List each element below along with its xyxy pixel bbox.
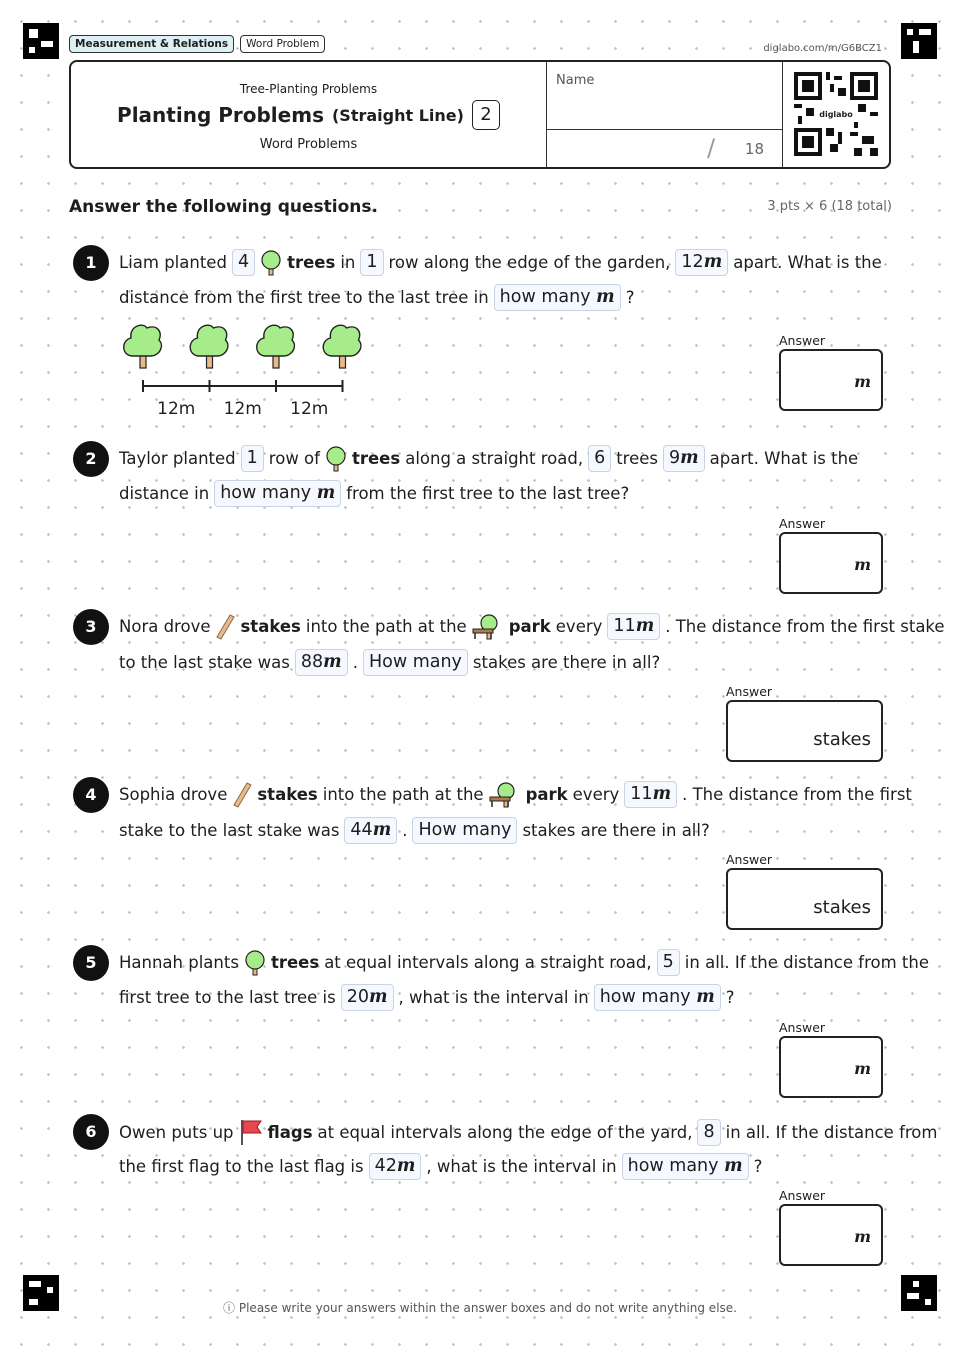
q6-text: the first flag to the last flag is (119, 1157, 364, 1176)
q1-ask (494, 284, 621, 311)
tree-icon (244, 950, 266, 976)
q4-text: every (572, 785, 620, 804)
question-3-line-1 (119, 613, 950, 640)
name-label: Name (556, 73, 595, 88)
question-2-number: 2 (73, 441, 109, 477)
q6-text: at equal intervals along the edge of the yard, (317, 1122, 693, 1142)
tag-row (69, 35, 325, 53)
q5-ask-text: how many (599, 987, 691, 1007)
q3-text: stakes are there in all? (472, 653, 661, 672)
q1-text: ? (625, 288, 635, 307)
answer-label: Answer (779, 1020, 826, 1035)
qr-code-cell (782, 62, 889, 167)
question-2-line-2 (119, 480, 634, 507)
q1-text: apart. What is the (733, 253, 882, 272)
q5-text: ? (725, 988, 735, 1007)
figure-tree-canopy (190, 325, 228, 356)
q3-distance-unit: m (323, 652, 342, 672)
q3-text: Nora drove (119, 617, 211, 636)
q2-text: row of (268, 449, 320, 468)
answer-box-2[interactable] (779, 532, 883, 594)
footer-text: Please write your answers within the answer boxes and do not write anything else. (238, 1301, 737, 1315)
question-1-line-2 (119, 284, 639, 311)
q4-keyword-stakes: stakes (257, 785, 318, 804)
q4-distance-value: 44 (350, 820, 373, 840)
figure-tree-canopy (124, 325, 162, 356)
q6-keyword: flags (267, 1122, 313, 1142)
question-4-line-1 (119, 781, 917, 808)
q6-text: , what is the interval in (426, 1157, 617, 1176)
score-total: 18 (744, 140, 764, 158)
answer-label: Answer (779, 333, 826, 348)
q1-tree-count: 4 (232, 249, 255, 276)
q3-distance-value: 88 (300, 652, 324, 672)
question-6-number: 6 (73, 1114, 109, 1150)
q1-text: distance from the first tree to the last tree in (119, 288, 489, 307)
corner-marker-top-left (23, 23, 59, 59)
answer-unit: stakes (813, 729, 871, 750)
q6-flag-count: 8 (697, 1119, 720, 1146)
q4-text: Sophia drove (119, 785, 228, 804)
title-paren: (Straight Line) (331, 105, 464, 125)
q2-ask (214, 480, 341, 507)
figure-segment-label: 12m (223, 399, 262, 419)
q1-row-count: 1 (360, 249, 383, 276)
answer-label: Answer (779, 516, 826, 531)
q1-ask-text: how many (499, 287, 591, 307)
q6-text: ? (753, 1157, 763, 1176)
q5-text: , what is the interval in (398, 988, 589, 1007)
corner-marker-top-right (901, 23, 937, 59)
answer-label: Answer (726, 684, 773, 699)
q3-interval-value: 11 (613, 616, 636, 636)
q3-distance (295, 649, 348, 676)
question-4-number: 4 (73, 777, 109, 813)
q1-interval-value: 12 (681, 252, 704, 272)
answer-unit: m (854, 1227, 871, 1246)
q1-text: row along the edge of the garden, (388, 253, 671, 272)
q1-interval-unit: m (703, 252, 723, 272)
answer-label: Answer (779, 1188, 826, 1203)
header-subtitle: Tree-Planting Problems (239, 82, 378, 96)
q3-text: into the path at the (305, 617, 467, 636)
worksheet-url: diglabo.com/m/G6BCZ1 (763, 43, 882, 54)
answer-unit: m (854, 372, 871, 391)
worksheet-header (69, 60, 891, 169)
q6-ask-text: how many (627, 1156, 719, 1176)
q6-text: in all. If the distance from (725, 1122, 938, 1142)
stake-icon (215, 614, 235, 640)
q5-ask-unit: m (696, 987, 715, 1007)
answer-label: Answer (726, 852, 773, 867)
q2-text: apart. What is the (709, 449, 859, 468)
park-icon (489, 782, 521, 808)
q2-keyword: trees (351, 449, 401, 468)
title-main: Planting Problems (117, 103, 324, 127)
q5-text: first tree to the last tree is (119, 988, 336, 1007)
question-5-number: 5 (73, 945, 109, 981)
q4-text: . (402, 821, 408, 840)
question-6-line-1 (119, 1118, 942, 1146)
q1-text: Liam planted (119, 253, 227, 272)
question-1-line-1 (119, 249, 887, 276)
instructions: Answer the following questions. (69, 197, 378, 217)
tree-icon (325, 446, 347, 472)
q6-ask (622, 1153, 749, 1180)
q6-distance-unit: m (396, 1156, 416, 1176)
q5-keyword: trees (270, 953, 320, 972)
header-category: Word Problems (259, 137, 358, 152)
q4-distance (344, 817, 397, 844)
figure-tree-canopy (257, 325, 295, 356)
question-5-line-1 (119, 949, 934, 976)
q1-keyword: trees (287, 253, 336, 272)
q2-interval (663, 445, 705, 472)
q5-text: Hannah plants (119, 953, 239, 972)
q4-interval (624, 781, 677, 808)
tree-icon (260, 250, 282, 276)
question-5-line-2 (119, 984, 740, 1011)
q5-ask (594, 984, 721, 1011)
q4-ask: How many (412, 817, 517, 844)
q6-text: Owen puts up (119, 1122, 234, 1142)
q3-text: every (555, 617, 603, 636)
q3-interval (607, 613, 660, 640)
score-slash: / (707, 134, 716, 162)
qr-label: diglabo (814, 108, 858, 122)
q4-text: stakes are there in all? (522, 821, 710, 840)
q1-ask-unit: m (596, 287, 615, 307)
answer-unit: stakes (813, 897, 871, 918)
question-6-line-2 (119, 1153, 767, 1180)
tree-spacing-figure (119, 322, 369, 422)
q5-text: at equal intervals along a straight road, (324, 953, 652, 972)
q1-interval (675, 249, 728, 276)
figure-segment-label: 12m (157, 399, 196, 419)
q5-distance-value: 20 (346, 987, 369, 1007)
q3-keyword-stakes: stakes (240, 617, 301, 636)
q4-keyword-park: park (525, 785, 568, 804)
q1-text: in (340, 253, 356, 272)
q3-interval-unit: m (635, 616, 655, 636)
q2-text: along a straight road, (405, 449, 584, 468)
q5-tree-count: 5 (657, 949, 680, 976)
answer-box-4[interactable] (726, 868, 883, 930)
q5-text: in all. If the distance from the (684, 953, 929, 972)
q4-distance-unit: m (372, 820, 392, 840)
name-divider (547, 129, 782, 130)
answer-unit: m (854, 1059, 871, 1078)
name-field[interactable] (546, 62, 782, 167)
q6-ask-unit: m (724, 1156, 743, 1176)
q2-interval-unit: m (680, 448, 699, 468)
q3-ask: How many (363, 649, 468, 676)
flag-icon (239, 1118, 263, 1146)
q4-text: stake to the last stake was (119, 821, 340, 840)
q6-distance (369, 1153, 422, 1180)
q6-distance-value: 42 (374, 1156, 397, 1176)
info-icon: ⓘ (223, 1301, 236, 1315)
stake-icon (232, 782, 252, 808)
question-2-line-1 (119, 445, 863, 472)
answer-box-1[interactable] (779, 349, 883, 411)
points-info: 3 pts × 6 (18 total) (767, 199, 892, 214)
q2-interval-value: 9 (669, 448, 681, 468)
q2-row-count: 1 (241, 445, 264, 472)
q3-text: . (352, 653, 358, 672)
q2-text: distance in (119, 484, 210, 503)
answer-box-3[interactable] (726, 700, 883, 762)
q2-tree-count: 6 (588, 445, 611, 472)
q4-interval-value: 11 (630, 784, 653, 804)
page-title (71, 100, 546, 130)
footer-note (0, 1299, 960, 1316)
question-3-number: 3 (73, 609, 109, 645)
q2-text: trees (616, 449, 658, 468)
tag-measurement: Measurement & Relations (69, 35, 234, 53)
answer-unit: m (854, 555, 871, 574)
q2-ask-text: how many (220, 483, 312, 503)
question-1-number: 1 (73, 245, 109, 281)
q3-keyword-park: park (508, 617, 551, 636)
q3-text: . The distance from the first stake (665, 617, 945, 636)
answer-box-5[interactable] (779, 1036, 883, 1098)
worksheet-number: 2 (472, 100, 500, 130)
q2-text: from the first tree to the last tree? (346, 484, 630, 503)
q2-text: Taylor planted (119, 449, 236, 468)
q3-text: to the last stake was (119, 653, 290, 672)
q5-distance-unit: m (368, 987, 388, 1007)
question-3-line-2 (119, 649, 665, 676)
q2-ask-unit: m (316, 483, 336, 503)
figure-tree-canopy (323, 325, 361, 356)
q4-interval-unit: m (652, 784, 672, 804)
figure-segment-label: 12m (290, 399, 329, 419)
header-title-block (71, 62, 546, 167)
park-icon (472, 614, 504, 640)
q5-distance (341, 984, 394, 1011)
question-4-line-2 (119, 817, 715, 844)
q4-text: into the path at the (322, 785, 484, 804)
answer-box-6[interactable] (779, 1204, 883, 1266)
tag-word-problem: Word Problem (240, 35, 325, 53)
q4-text: . The distance from the first (682, 785, 912, 804)
